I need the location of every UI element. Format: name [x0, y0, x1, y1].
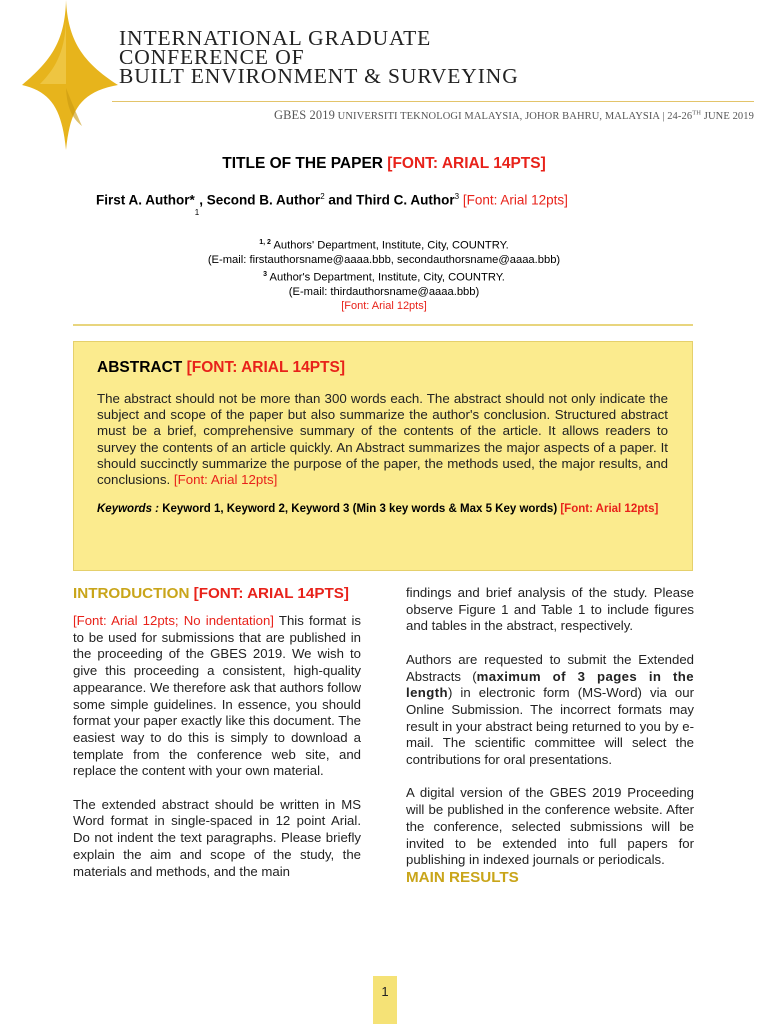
- keywords-label: Keywords :: [97, 503, 159, 516]
- conference-title-line-2: CONFERENCE OF: [119, 45, 305, 69]
- introduction-paragraph-2-text: The extended abstract should be written in MS Word format in single-spaced in 12 point Arial. Do not indent the text paragraphs. Please briefly explain the aim and scope of the study, the materials and methods, and the main: [73, 796, 361, 879]
- conference-title-line-3: BUILT ENVIRONMENT & SURVEYING: [119, 64, 519, 88]
- introduction-heading-text: INTRODUCTION: [73, 585, 194, 602]
- main-results-heading: MAIN RESULTS: [406, 868, 519, 886]
- introduction-paragraph-1-text: This format is to be used for submissions that are published in the proceeding of the GBES 2019. We wish to give this proceeding a consistent, high-quality appearance. We therefore ask that authors follow some simple guidelines. In essence, you should format your paper exactly like this document. The easiest way to do this is simply to download a template from the conference web site, and replace the content with your own material.: [73, 613, 361, 779]
- conference-abbreviation: GBES 2019: [273, 108, 335, 122]
- conference-logo-icon: [22, 0, 122, 150]
- affiliation-email-2: (E-mail: thirdauthorsname@aaaa.bbb): [288, 285, 480, 298]
- third-author-affil-number: 3: [454, 192, 460, 201]
- authors-font-note: [Font: Arial 12pts]: [462, 192, 568, 208]
- keywords: [97, 502, 668, 517]
- introduction-heading: [73, 585, 361, 602]
- abstract-heading-text: ABSTRACT: [97, 359, 187, 376]
- introduction-paragraph-4-text: A digital version of the GBES 2019 Proceeding will be published in the conference website. After the conference, selected submissions will be invited to be extended into full papers for publishing in indexed journals or periodicals.: [406, 785, 694, 868]
- conference-venue: UNIVERSITI TEKNOLOGI MALAYSIA, JOHOR BAHRU, MALAYSIA | 24-26: [337, 111, 693, 122]
- conference-title: [119, 26, 519, 88]
- introduction-heading-font-note: [FONT: ARIAL 14PTS]: [193, 585, 349, 602]
- page-number-tab: [373, 976, 397, 1024]
- second-author-affil-number: 2: [320, 192, 325, 201]
- abstract-heading: [97, 359, 668, 377]
- introduction-paragraph-1: [73, 613, 361, 780]
- abstract-body: [97, 391, 668, 488]
- affiliations: [0, 236, 768, 314]
- third-author: and Third C. Author: [324, 192, 455, 208]
- introduction-paragraph-3: [406, 652, 694, 769]
- right-column: [406, 585, 694, 886]
- affiliation-line-2: [0, 268, 768, 285]
- keywords-font-note: [Font: Arial 12pts]: [560, 503, 659, 516]
- introduction-paragraph-3-start: Authors are requested to submit the Extended Abstracts (: [406, 651, 694, 684]
- affiliation-line-1: [0, 236, 768, 253]
- page-number: 1: [381, 984, 389, 999]
- paper-title-text: TITLE OF THE PAPER: [222, 155, 388, 172]
- title-divider: [73, 324, 693, 326]
- affiliation-1-number: 1, 2: [259, 239, 271, 246]
- introduction-paragraph-3-bold: maximum of 3 pages in the length: [406, 668, 694, 701]
- affiliation-1-text: Authors' Department, Institute, City, COUNTRY.: [270, 239, 509, 252]
- keywords-text: Keyword 1, Keyword 2, Keyword 3 (Min 3 key words & Max 5 Key words): [159, 503, 561, 516]
- paper-title: [0, 155, 768, 173]
- abstract-box: [73, 341, 693, 571]
- abstract-body-text: The abstract should not be more than 300 words each. The abstract should not only indicate the subject and scope of the paper but also summarize the author's conclusion. Structured abstract must be a brief, comprehensive summary of the contents of the article. It allows readers to survey the contents of an article quickly. An Abstract summarizes the major aspects of a paper. It should succinctly summarize the purpose of the paper, the methods used, the major results, and conclusions.: [97, 391, 668, 488]
- left-column: [73, 585, 361, 880]
- introduction-font-note: [Font: Arial 12pts; No indentation]: [73, 613, 274, 628]
- header-divider: [112, 101, 754, 102]
- abstract-heading-font-note: [FONT: ARIAL 14PTS]: [186, 359, 346, 376]
- introduction-paragraph-2: [73, 797, 361, 881]
- author-line: [96, 192, 568, 217]
- conference-title-line-1: INTERNATIONAL GRADUATE: [119, 26, 432, 50]
- conference-subtitle: [274, 108, 754, 123]
- introduction-paragraph-3-end: ) in electronic form (MS-Word) via our Online Submission. The incorrect formats may result in your abstract being returned to you by e-mail. The scientific committee will select the contributions for oral presentations.: [406, 685, 694, 768]
- introduction-paragraph-2-continued: findings and brief analysis of the study. Please observe Figure 1 and Table 1 to include figures and tables in the abstract, respectively.: [406, 585, 694, 634]
- second-author: , Second B. Author: [199, 192, 321, 208]
- affiliation-2-text: Author's Department, Institute, City, COUNTRY.: [267, 271, 505, 284]
- date-suffix: TH: [692, 109, 702, 117]
- affiliation-2-number: 3: [263, 270, 268, 278]
- conference-month: JUNE 2019: [703, 111, 754, 122]
- first-author: First A. Author*: [96, 192, 195, 208]
- affiliations-font-note: [Font: Arial 12pts]: [341, 300, 427, 313]
- first-author-affil-number: 1: [194, 207, 200, 217]
- introduction-paragraph-4: [406, 785, 694, 869]
- abstract-body-font-note: [Font: Arial 12pts]: [173, 472, 278, 488]
- affiliation-email-1: (E-mail: firstauthorsname@aaaa.bbb, secondauthorsname@aaaa.bbb): [207, 254, 561, 267]
- paper-title-font-note: [FONT: ARIAL 14PTS]: [387, 155, 546, 172]
